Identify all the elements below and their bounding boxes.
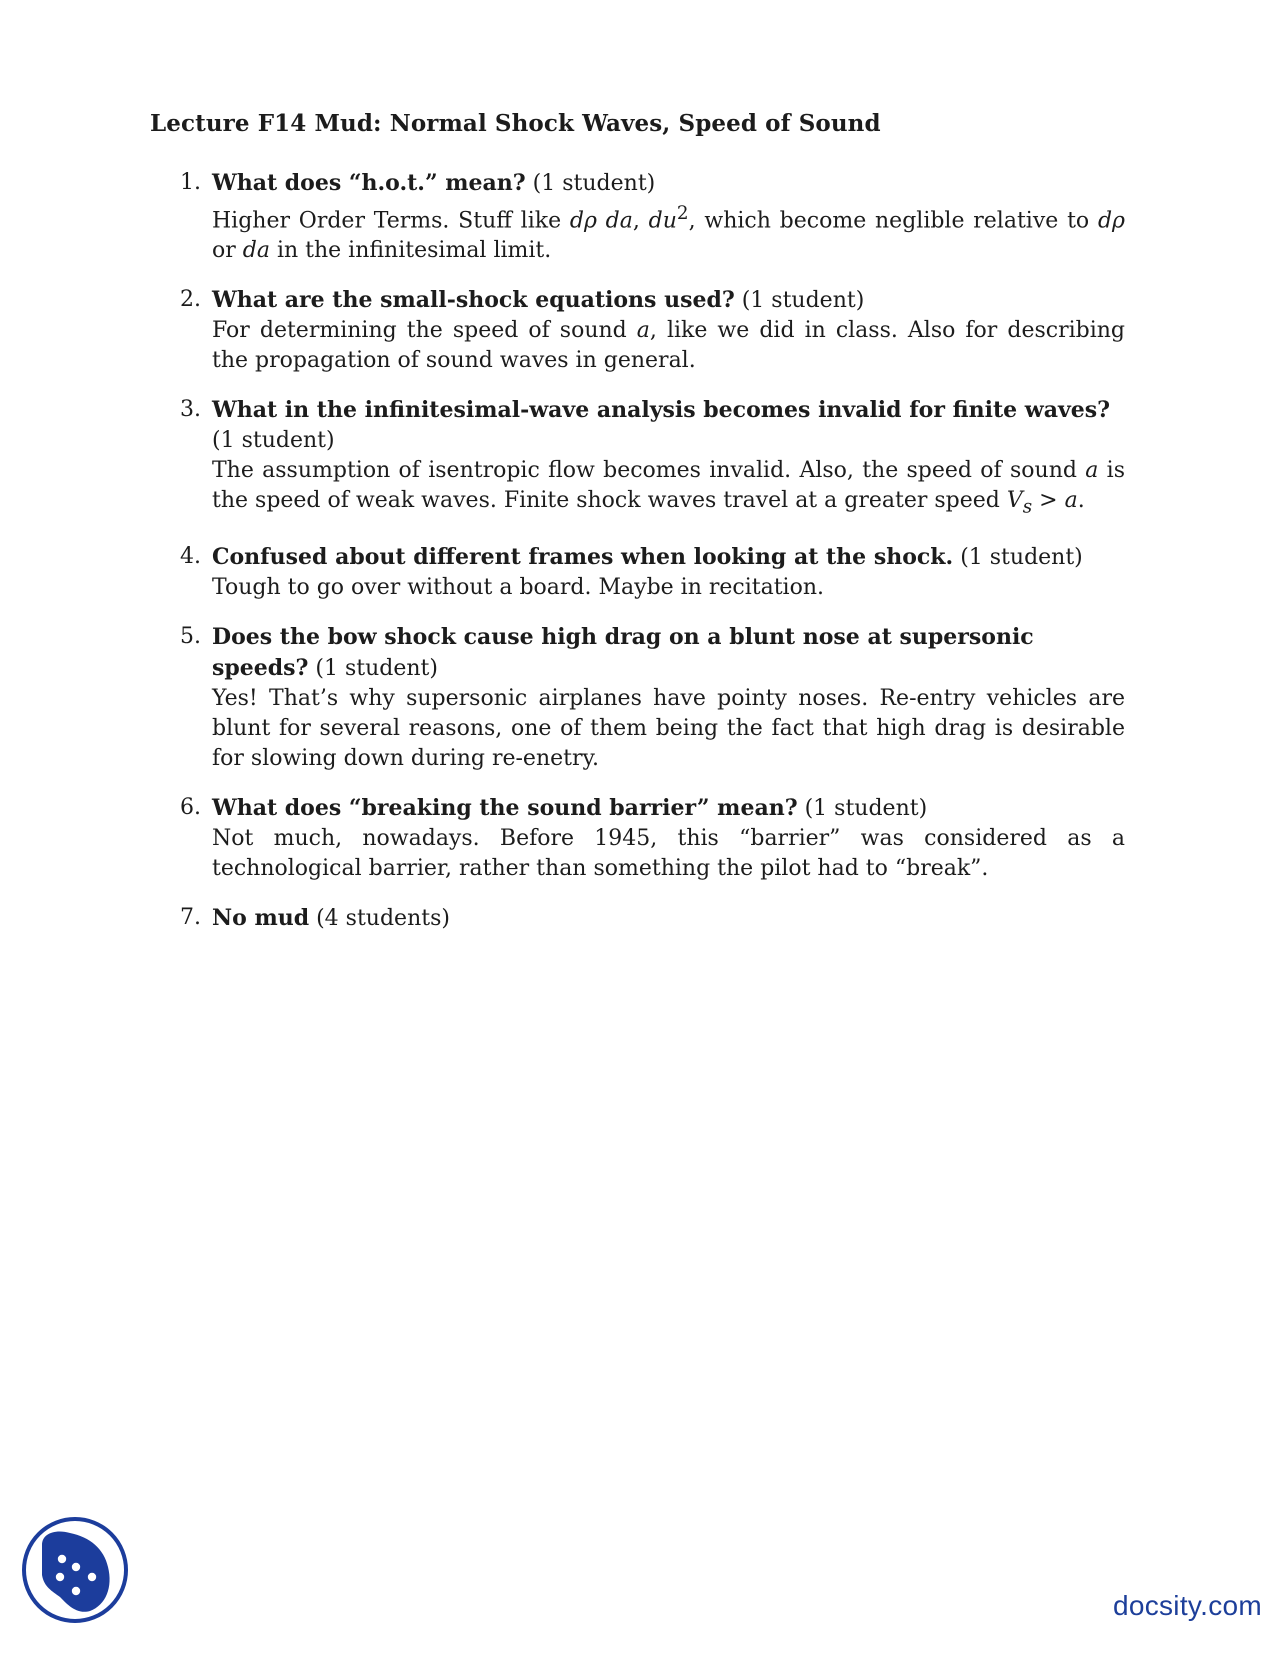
answer-text: Tough to go over without a board. Maybe in recitation. (212, 574, 824, 600)
page-title: Lecture F14 Mud: Normal Shock Waves, Speed of Sound (150, 110, 881, 137)
math-expression: dρ (1097, 208, 1125, 234)
math-expression: V (1006, 488, 1023, 514)
docsity-brand-link[interactable]: docsity.com (1112, 1590, 1262, 1621)
student-count: (1 student) (525, 171, 656, 196)
item-number: 6. (180, 794, 201, 820)
docsity-logo-icon[interactable] (20, 1515, 130, 1625)
student-count: (4 students) (309, 905, 450, 931)
list-item (165, 395, 1125, 522)
math-expression: a (636, 318, 650, 344)
list-item (165, 903, 1125, 934)
answer-text: Higher Order Terms. Stuff like dρ da, $du^2$, which become neglible relative to dρ or da in the infinitesimal limit. (212, 203, 1125, 264)
question-list (165, 168, 1125, 953)
math-expression: du (648, 208, 677, 234)
student-count: (1 student) (308, 655, 438, 681)
math-expression: da (242, 238, 270, 264)
question-text: No mud (212, 904, 310, 931)
answer-text: The assumption of isentropic flow becomes invalid. Also, the speed of sound a is the speed of weak waves. Finite shock waves travel at a greater speed $V_s > a$. (212, 458, 1125, 518)
question-text: What does “h.o.t.” mean? (212, 170, 526, 196)
list-item (165, 793, 1125, 884)
math-expression: a (1085, 458, 1099, 484)
student-count: (1 student) (953, 544, 1083, 570)
student-count: (1 student) (734, 288, 865, 314)
question-text: Confused about different frames when looking at the shock. (212, 543, 954, 570)
question-text: What are the small-shock equations used? (212, 287, 735, 314)
item-number: 7. (180, 904, 201, 930)
math-superscript: 2 (676, 203, 689, 224)
answer-text: Not much, nowadays. Before 1945, this “barrier” was considered as a technological barrier, rather than something the pilot had to “break”. (212, 825, 1125, 881)
item-number: 1. (180, 170, 201, 195)
question-text: Does the bow shock cause high drag on a blunt nose at supersonic speeds? (212, 623, 1034, 681)
math-expression: a (1064, 488, 1078, 514)
list-item (165, 285, 1125, 376)
item-number: 3. (180, 397, 201, 423)
math-subscript: s (1022, 496, 1033, 518)
list-item (165, 622, 1125, 774)
question-text: What in the infinitesimal-wave analysis becomes invalid for finite waves? (212, 397, 1111, 424)
docsity-logo-graphic (20, 1515, 130, 1625)
student-count: (1 student) (797, 795, 928, 821)
list-item (165, 168, 1125, 266)
item-number: 4. (180, 543, 201, 569)
item-number: 2. (180, 287, 201, 313)
answer-text: Yes! That’s why supersonic airplanes have pointy noses. Re-entry vehicles are blunt for several reasons, one of them being the fact that high drag is desirable for slowing down during re-enetry. (212, 685, 1125, 771)
question-text: What does “breaking the sound barrier” mean? (212, 794, 798, 821)
answer-text: For determining the speed of sound a, like we did in class. Also for describing the propagation of sound waves in general. (212, 318, 1125, 374)
list-item (165, 542, 1125, 603)
item-number: 5. (180, 623, 201, 649)
math-expression: dρ da (569, 208, 633, 234)
student-count: (1 student) (212, 428, 335, 454)
